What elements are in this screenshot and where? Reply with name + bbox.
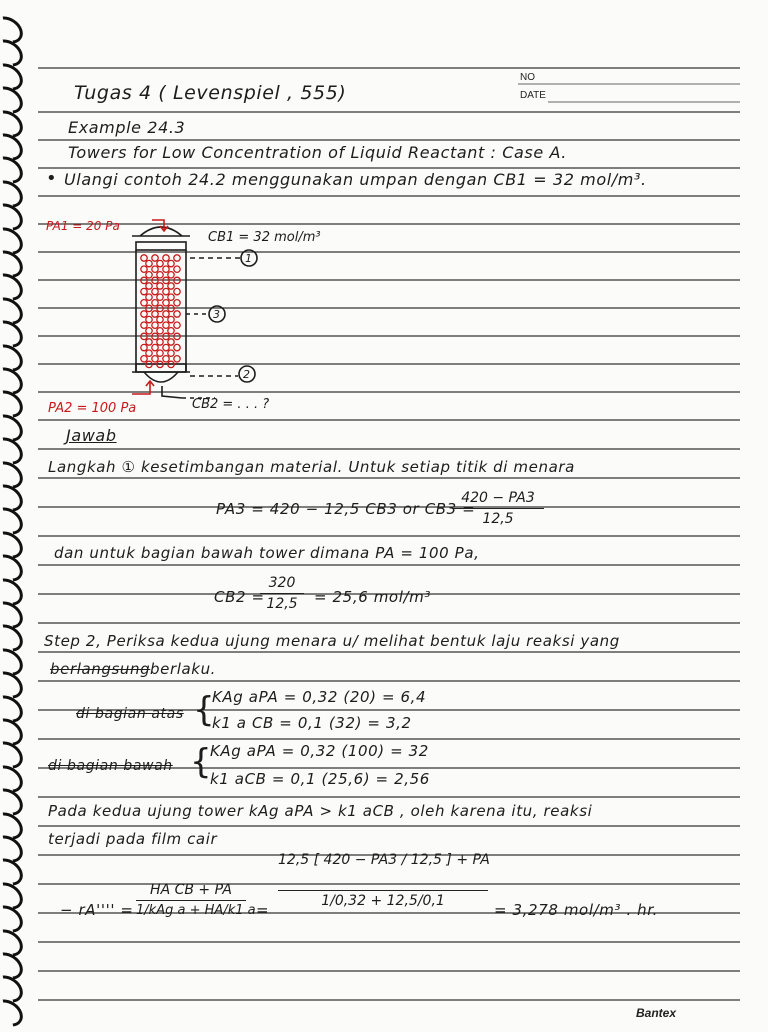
conclusion-line1: Pada kedua ujung tower kAg aPA > k1 aCB , oleh karena itu, reaksi (48, 802, 593, 820)
fraction-bar (278, 890, 488, 891)
packing-ring (146, 272, 152, 278)
packing-ring (157, 350, 163, 356)
brand-logo: Bantex (635, 1006, 676, 1020)
packing-ring (174, 300, 180, 306)
pa1-label: PA1 = 20 Pa (46, 219, 120, 233)
f2-bracket-num: 420 − PA3 (323, 852, 398, 868)
packing-ring (163, 277, 169, 283)
f2-den-a: 1 (321, 893, 331, 909)
packing-ring (157, 294, 163, 300)
rate-lhs: − rA'''' = (60, 901, 134, 919)
date-label: DATE (520, 90, 546, 101)
packing-ring (152, 300, 158, 306)
f2-den-d: 0,1 (422, 893, 445, 909)
packing-ring (168, 305, 174, 311)
packing-ring (152, 356, 158, 362)
packing-ring (146, 316, 152, 322)
packing-ring (168, 272, 174, 278)
rate-f1-denominator: 1/kAg a + HA/k1 a (136, 903, 256, 918)
packing-ring (163, 322, 169, 328)
packing-ring (146, 260, 152, 266)
cb2-numerator: 320 (268, 575, 296, 591)
brace-bottom: { (190, 742, 213, 782)
f1-den-d: k1 a (227, 903, 256, 918)
packing-ring (141, 356, 147, 362)
packing-ring (141, 311, 147, 317)
packing-ring (163, 288, 169, 294)
brace-top: { (193, 690, 216, 730)
page-title: Tugas 4 ( Levenspiel , 555) (74, 82, 347, 104)
packing-ring (168, 283, 174, 289)
step2-line2: berlaku. (150, 660, 217, 678)
f2-den-c: 12,5 (386, 893, 418, 909)
packing-ring (174, 277, 180, 283)
f1-den-b: kAg a (148, 903, 186, 918)
packing-ring (174, 333, 180, 339)
packing-ring (146, 294, 152, 300)
cb2-eq-label: CB2 = (214, 588, 265, 606)
f1-den-c: HA (204, 903, 224, 918)
bottom-row-1: KAg aPA = 0,32 (100) = 32 (210, 742, 429, 760)
bottom-row-2: k1 aCB = 0,1 (25,6) = 2,56 (210, 770, 430, 788)
packing-ring (157, 316, 163, 322)
packing-ring (152, 288, 158, 294)
example-heading: Example 24.3 (68, 118, 186, 137)
packing-ring (163, 311, 169, 317)
fraction-bar (452, 508, 544, 509)
rate-f2-numerator: 12,5 [ 420 − PA3 / 12,5 ] + PA (278, 852, 490, 868)
packing-ring (168, 328, 174, 334)
cb1-label: CB1 = 32 mol/m³ (208, 230, 321, 245)
rate-equals: = (256, 901, 270, 919)
packing-ring (152, 322, 158, 328)
marker-1: 1 (245, 252, 252, 265)
packing-ring (163, 255, 169, 261)
task-bullet: • (46, 168, 58, 189)
jawab-heading: Jawab (66, 426, 117, 445)
packing-ring (168, 260, 174, 266)
rate-f2-denominator: 1/0,32 + 12,5/0,1 (321, 893, 445, 909)
packing-ring (168, 316, 174, 322)
fraction-bar (260, 593, 304, 594)
packing-ring (141, 344, 147, 350)
conclusion-line2: terjadi pada film cair (48, 830, 218, 848)
cb2-result: = 25,6 mol/m³ (314, 588, 431, 606)
f1-den-a: 1 (136, 903, 145, 918)
packing-ring (174, 322, 180, 328)
packing-ring (146, 350, 152, 356)
step2-strikethrough: berlangsung (50, 660, 151, 678)
packing-ring (141, 322, 147, 328)
step1-text: Langkah ① kesetimbangan material. Untuk setiap titik di menara (48, 458, 575, 476)
marker-3: 3 (213, 308, 220, 321)
eq1-denominator: 12,5 (482, 511, 514, 527)
packing-ring (157, 339, 163, 345)
example-subtitle: Towers for Low Concentration of Liquid Reactant : Case A. (68, 143, 567, 162)
bottom-condition: dan untuk bagian bawah tower dimana PA = 100 Pa, (54, 544, 480, 562)
f1-den-plus: + (189, 903, 201, 918)
packing-ring (174, 344, 180, 350)
packing-ring (168, 350, 174, 356)
top-section-label: di bagian atas (76, 706, 184, 722)
rate-f1-numerator: HA CB + PA (150, 882, 232, 898)
packing-ring (174, 255, 180, 261)
packing-ring (163, 344, 169, 350)
packing-ring (157, 272, 163, 278)
cb2-label: CB2 = . . . ? (192, 397, 270, 412)
packing-ring (174, 288, 180, 294)
step2-line1: Step 2, Periksa kedua ujung menara u/ melihat bentuk laju reaksi yang (44, 632, 620, 650)
f2-num-plus: + PA (456, 852, 490, 868)
packing-ring (146, 339, 152, 345)
packing-ring (157, 305, 163, 311)
rate-fraction-2 (278, 852, 488, 909)
packing-ring (152, 255, 158, 261)
packing-ring (152, 277, 158, 283)
marker-2: 2 (243, 368, 250, 381)
packing-ring (163, 333, 169, 339)
packing-ring (163, 300, 169, 306)
packing-ring (146, 283, 152, 289)
f2-den-b: 0,32 (334, 893, 366, 909)
pa2-label: PA2 = 100 Pa (48, 401, 137, 416)
packing-ring (146, 305, 152, 311)
packing-ring (157, 328, 163, 334)
eq1-left: PA3 = 420 − 12,5 CB3 or CB3 = (216, 500, 476, 518)
packing-ring (152, 311, 158, 317)
packing-ring (157, 260, 163, 266)
f2-den-plus: + (370, 893, 383, 909)
packing-ring (141, 300, 147, 306)
packing-ring (141, 333, 147, 339)
bottom-section-label: di bagian bawah (48, 758, 173, 774)
packing-ring (163, 266, 169, 272)
packing-ring (174, 266, 180, 272)
f2-num-a: 12,5 (278, 852, 310, 868)
packing-ring (152, 333, 158, 339)
cb2-denominator: 12,5 (266, 596, 298, 612)
packing-ring (141, 255, 147, 261)
top-row-1: KAg aPA = 0,32 (20) = 6,4 (212, 688, 427, 706)
packing-ring (174, 311, 180, 317)
tower-diagram (40, 200, 330, 420)
f2-bracket-den: 12,5 (410, 852, 442, 868)
rate-fraction-1 (136, 882, 256, 918)
packing-ring (174, 356, 180, 362)
packing-ring (168, 294, 174, 300)
packing-ring (152, 266, 158, 272)
packing-ring (141, 288, 147, 294)
eq1-numerator: 420 − PA3 (461, 490, 535, 506)
rate-result: = 3,278 mol/m³ . hr. (494, 901, 659, 919)
no-label: NO (520, 72, 535, 83)
packing-ring (141, 277, 147, 283)
packing-ring (168, 339, 174, 345)
eq1-fraction (452, 490, 544, 527)
packing-ring (157, 283, 163, 289)
cb2-fraction (260, 575, 304, 612)
packing-ring (146, 328, 152, 334)
packing-ring (163, 356, 169, 362)
fraction-bar (136, 900, 246, 901)
packing-ring (141, 266, 147, 272)
packing-ring (152, 344, 158, 350)
top-row-2: k1 a CB = 0,1 (32) = 3,2 (212, 714, 412, 732)
task-statement: Ulangi contoh 24.2 menggunakan umpan dengan CB1 = 32 mol/m³. (64, 170, 647, 189)
